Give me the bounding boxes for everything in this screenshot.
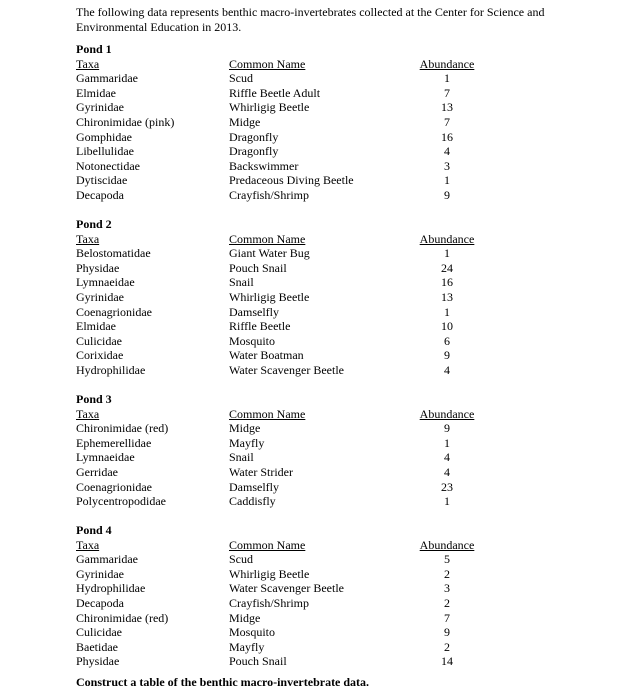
table-row bbox=[76, 640, 616, 655]
taxa-cell: Culicidae bbox=[76, 333, 122, 348]
abundance-header-cell bbox=[419, 57, 475, 72]
taxa-cell: Libellulidae bbox=[76, 144, 134, 159]
table-row bbox=[76, 567, 616, 582]
abundance-cell: 5 bbox=[444, 552, 450, 567]
taxa-cell: Notonectidae bbox=[76, 158, 140, 173]
table-row bbox=[76, 71, 616, 86]
taxa-cell: Gyrinidae bbox=[76, 100, 124, 115]
table-row bbox=[76, 494, 616, 509]
common-name-cell: Snail bbox=[229, 450, 254, 465]
table-row bbox=[76, 465, 616, 480]
taxa-cell: Physidae bbox=[76, 260, 120, 275]
table-row bbox=[76, 144, 616, 159]
abundance-cell: 2 bbox=[444, 566, 450, 581]
common-name-cell: Whirligig Beetle bbox=[229, 289, 310, 304]
table-row bbox=[76, 86, 616, 101]
table-row bbox=[76, 421, 616, 436]
taxa-cell: Physidae bbox=[76, 654, 120, 669]
pond-1-section bbox=[76, 42, 616, 203]
taxa-cell: Hydrophilidae bbox=[76, 362, 146, 377]
taxa-cell: Coenagrionidae bbox=[76, 479, 152, 494]
abundance-header-cell bbox=[419, 407, 475, 422]
abundance-cell: 1 bbox=[444, 304, 450, 319]
abundance-cell: 3 bbox=[444, 158, 450, 173]
abundance-cell: 23 bbox=[441, 479, 453, 494]
abundance-cell: 7 bbox=[444, 85, 450, 100]
common-name-header: Common Name bbox=[229, 56, 306, 71]
column-header-row bbox=[76, 407, 616, 422]
abundance-cell: 4 bbox=[444, 362, 450, 377]
table-row bbox=[76, 275, 616, 290]
common-name-cell: Scud bbox=[229, 552, 253, 567]
common-name-cell: Damselfly bbox=[229, 304, 279, 319]
common-name-cell: Pouch Snail bbox=[229, 260, 287, 275]
table-row bbox=[76, 100, 616, 115]
taxa-cell: Dytiscidae bbox=[76, 173, 128, 188]
table-row bbox=[76, 625, 616, 640]
abundance-cell: 13 bbox=[441, 289, 453, 304]
abundance-cell: 14 bbox=[441, 654, 453, 669]
table-row bbox=[76, 654, 616, 669]
table-row bbox=[76, 552, 616, 567]
pond-title: Pond 1 bbox=[76, 42, 112, 56]
table-row bbox=[76, 363, 616, 378]
abundance-cell: 24 bbox=[441, 260, 453, 275]
table-row bbox=[76, 305, 616, 320]
common-name-cell: Crayfish/Shrimp bbox=[229, 595, 309, 610]
abundance-cell: 2 bbox=[444, 639, 450, 654]
common-name-cell: Midge bbox=[229, 421, 261, 436]
pond-title: Pond 3 bbox=[76, 392, 112, 406]
abundance-cell: 7 bbox=[444, 610, 450, 625]
common-name-cell: Dragonfly bbox=[229, 144, 279, 159]
taxa-cell: Chironimidae (pink) bbox=[76, 114, 175, 129]
taxa-cell: Chironimidae (red) bbox=[76, 610, 169, 625]
common-name-header: Common Name bbox=[229, 406, 306, 421]
common-name-cell: Pouch Snail bbox=[229, 654, 287, 669]
pond-title: Pond 2 bbox=[76, 217, 112, 231]
taxa-header: Taxa bbox=[76, 56, 100, 71]
common-name-cell: Giant Water Bug bbox=[229, 246, 310, 261]
abundance-cell: 1 bbox=[444, 435, 450, 450]
abundance-header: Abundance bbox=[419, 537, 475, 552]
common-name-cell: Crayfish/Shrimp bbox=[229, 187, 309, 202]
taxa-cell: Gyrinidae bbox=[76, 289, 124, 304]
common-name-cell: Water Scavenger Beetle bbox=[229, 362, 344, 377]
taxa-cell: Lymnaeidae bbox=[76, 275, 135, 290]
abundance-cell: 1 bbox=[444, 173, 450, 188]
taxa-cell: Gyrinidae bbox=[76, 566, 124, 581]
table-row bbox=[76, 450, 616, 465]
abundance-cell: 4 bbox=[444, 144, 450, 159]
common-name-cell: Scud bbox=[229, 71, 253, 86]
common-name-cell: Predaceous Diving Beetle bbox=[229, 173, 354, 188]
abundance-cell: 1 bbox=[444, 246, 450, 261]
table-row bbox=[76, 611, 616, 626]
abundance-cell: 9 bbox=[444, 421, 450, 436]
taxa-cell: Gerridae bbox=[76, 464, 118, 479]
table-row bbox=[76, 319, 616, 334]
table-row bbox=[76, 188, 616, 203]
abundance-cell: 9 bbox=[444, 625, 450, 640]
table-row bbox=[76, 115, 616, 130]
taxa-cell: Decapoda bbox=[76, 187, 124, 202]
taxa-cell: Elmidae bbox=[76, 85, 116, 100]
common-name-cell: Mosquito bbox=[229, 333, 276, 348]
common-name-cell: Whirligig Beetle bbox=[229, 566, 310, 581]
taxa-cell: Hydrophilidae bbox=[76, 581, 146, 596]
abundance-header: Abundance bbox=[419, 406, 475, 421]
abundance-cell: 16 bbox=[441, 129, 453, 144]
table-row bbox=[76, 130, 616, 145]
taxa-cell: Belostomatidae bbox=[76, 246, 151, 261]
common-name-cell: Snail bbox=[229, 275, 254, 290]
common-name-cell: Mosquito bbox=[229, 625, 276, 640]
abundance-cell: 1 bbox=[444, 494, 450, 509]
column-header-row bbox=[76, 57, 616, 72]
taxa-cell: Gammaridae bbox=[76, 552, 138, 567]
common-name-cell: Backswimmer bbox=[229, 158, 299, 173]
taxa-header: Taxa bbox=[76, 406, 100, 421]
taxa-cell: Culicidae bbox=[76, 625, 122, 640]
taxa-cell: Polycentropodidae bbox=[76, 494, 166, 509]
taxa-cell: Elmidae bbox=[76, 319, 116, 334]
abundance-header-cell bbox=[419, 232, 475, 247]
abundance-cell: 1 bbox=[444, 71, 450, 86]
common-name-header: Common Name bbox=[229, 231, 306, 246]
table-row bbox=[76, 581, 616, 596]
common-name-cell: Dragonfly bbox=[229, 129, 279, 144]
taxa-cell: Corixidae bbox=[76, 348, 124, 363]
instruction-text: Construct a table of the benthic macro-invertebrate data. bbox=[76, 675, 370, 689]
pond-3-section bbox=[76, 392, 616, 509]
pond-4-section bbox=[76, 523, 616, 669]
common-name-cell: Whirligig Beetle bbox=[229, 100, 310, 115]
abundance-cell: 10 bbox=[441, 319, 453, 334]
column-header-row bbox=[76, 232, 616, 247]
abundance-cell: 9 bbox=[444, 187, 450, 202]
table-row bbox=[76, 290, 616, 305]
common-name-cell: Riffle Beetle bbox=[229, 319, 291, 334]
table-row bbox=[76, 480, 616, 495]
table-row bbox=[76, 246, 616, 261]
taxa-cell: Chironimidae (red) bbox=[76, 421, 169, 436]
pond-2-section bbox=[76, 217, 616, 378]
common-name-cell: Riffle Beetle Adult bbox=[229, 85, 321, 100]
abundance-header-cell bbox=[419, 538, 475, 553]
taxa-cell: Baetidae bbox=[76, 639, 118, 654]
column-header-row bbox=[76, 538, 616, 553]
table-row bbox=[76, 334, 616, 349]
abundance-cell: 4 bbox=[444, 464, 450, 479]
common-name-cell: Midge bbox=[229, 610, 261, 625]
taxa-header: Taxa bbox=[76, 231, 100, 246]
taxa-header: Taxa bbox=[76, 537, 100, 552]
common-name-cell: Midge bbox=[229, 114, 261, 129]
table-row bbox=[76, 159, 616, 174]
common-name-cell: Water Strider bbox=[229, 464, 294, 479]
common-name-cell: Caddisfly bbox=[229, 494, 276, 509]
table-row bbox=[76, 596, 616, 611]
taxa-cell: Ephemerellidae bbox=[76, 435, 152, 450]
table-row bbox=[76, 348, 616, 363]
taxa-cell: Lymnaeidae bbox=[76, 450, 135, 465]
abundance-cell: 6 bbox=[444, 333, 450, 348]
common-name-cell: Mayfly bbox=[229, 639, 265, 654]
common-name-cell: Mayfly bbox=[229, 435, 265, 450]
taxa-cell: Gammaridae bbox=[76, 71, 138, 86]
table-row bbox=[76, 173, 616, 188]
common-name-cell: Damselfly bbox=[229, 479, 279, 494]
taxa-cell: Gomphidae bbox=[76, 129, 132, 144]
taxa-cell: Coenagrionidae bbox=[76, 304, 152, 319]
abundance-cell: 4 bbox=[444, 450, 450, 465]
abundance-header: Abundance bbox=[419, 231, 475, 246]
table-row bbox=[76, 436, 616, 451]
abundance-cell: 16 bbox=[441, 275, 453, 290]
abundance-cell: 3 bbox=[444, 581, 450, 596]
common-name-cell: Water Boatman bbox=[229, 348, 304, 363]
abundance-cell: 7 bbox=[444, 114, 450, 129]
abundance-header: Abundance bbox=[419, 56, 475, 71]
intro-paragraph: The following data represents benthic macro-invertebrates collected at the Center for Science and Environmental Education in 2013. bbox=[76, 5, 545, 34]
taxa-cell: Decapoda bbox=[76, 595, 124, 610]
common-name-cell: Water Scavenger Beetle bbox=[229, 581, 344, 596]
common-name-header: Common Name bbox=[229, 537, 306, 552]
abundance-cell: 13 bbox=[441, 100, 453, 115]
abundance-cell: 9 bbox=[444, 348, 450, 363]
pond-title: Pond 4 bbox=[76, 523, 112, 537]
table-row bbox=[76, 261, 616, 276]
abundance-cell: 2 bbox=[444, 595, 450, 610]
